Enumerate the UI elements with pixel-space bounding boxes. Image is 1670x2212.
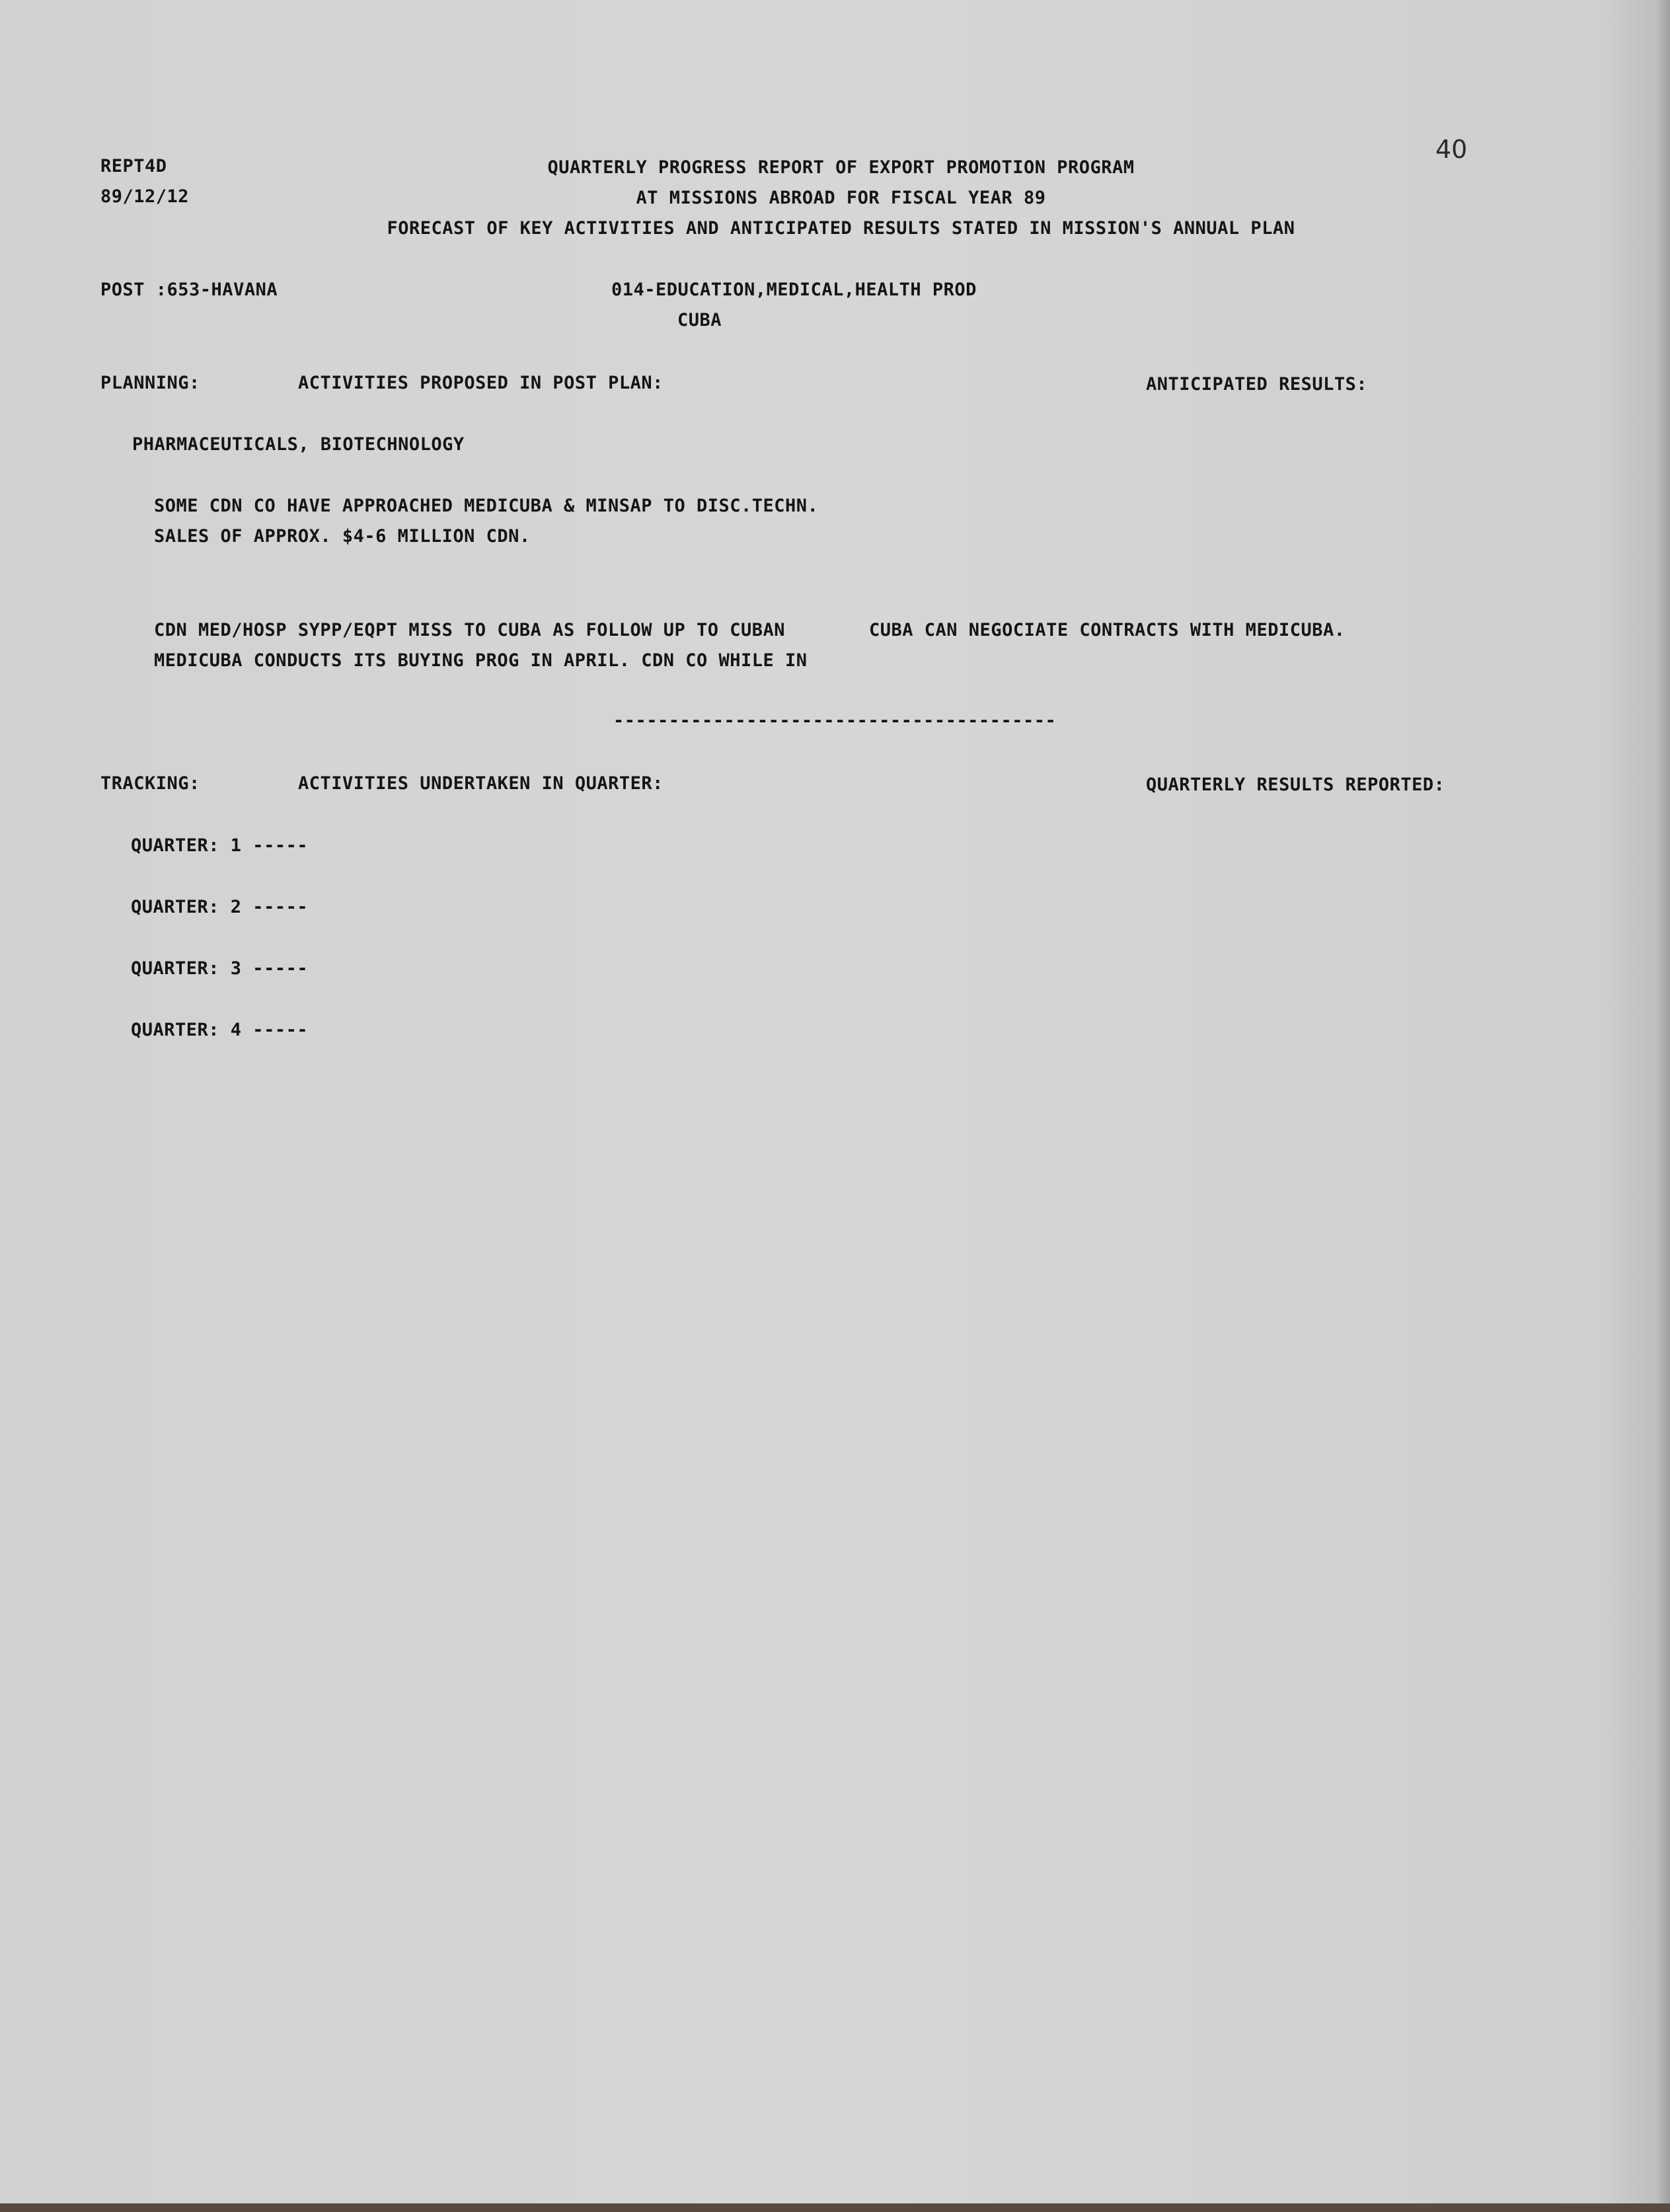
planning-activities-header: ACTIVITIES PROPOSED IN POST PLAN: bbox=[298, 373, 664, 393]
planning-activity-1-line-1: SOME CDN CO HAVE APPROACHED MEDICUBA & MINSAP TO DISC.TECHN. bbox=[154, 496, 819, 516]
planning-subsector: PHARMACEUTICALS, BIOTECHNOLOGY bbox=[132, 434, 465, 455]
quarter-1: QUARTER: 1 ----- bbox=[131, 835, 309, 856]
bottom-edge-strip bbox=[0, 2203, 1670, 2212]
report-id: REPT4D bbox=[100, 156, 167, 176]
planning-activity-2-line-2: MEDICUBA CONDUCTS ITS BUYING PROG IN APRIL. CDN CO WHILE IN bbox=[154, 650, 808, 671]
sector-label: 014-EDUCATION,MEDICAL,HEALTH PROD bbox=[611, 280, 977, 300]
report-date: 89/12/12 bbox=[100, 186, 190, 207]
tracking-label: TRACKING: bbox=[100, 773, 200, 794]
post-label: POST :653-HAVANA bbox=[100, 280, 278, 300]
report-title-line1: QUARTERLY PROGRESS REPORT OF EXPORT PROMOTION PROGRAM bbox=[547, 157, 1135, 178]
section-separator: ---------------------------------------- bbox=[613, 710, 1057, 731]
tracking-activities-header: ACTIVITIES UNDERTAKEN IN QUARTER: bbox=[298, 773, 664, 794]
page-number: 40 bbox=[1435, 135, 1468, 164]
quarter-2: QUARTER: 2 ----- bbox=[131, 897, 309, 917]
planning-label: PLANNING: bbox=[100, 373, 200, 393]
report-title-line3: FORECAST OF KEY ACTIVITIES AND ANTICIPATED RESULTS STATED IN MISSION'S ANNUAL PLAN bbox=[387, 218, 1295, 239]
quarter-4: QUARTER: 4 ----- bbox=[131, 1020, 309, 1040]
quarter-3: QUARTER: 3 ----- bbox=[131, 958, 309, 979]
planning-activity-2-line-1: CDN MED/HOSP SYPP/EQPT MISS TO CUBA AS FOLLOW UP TO CUBAN bbox=[154, 620, 786, 640]
page-edge-shadow bbox=[1655, 0, 1670, 2212]
tracking-results-header: QUARTERLY RESULTS REPORTED: bbox=[1146, 775, 1445, 795]
planning-results-header: ANTICIPATED RESULTS: bbox=[1146, 374, 1368, 395]
country-label: CUBA bbox=[677, 310, 722, 330]
planning-result-2-line-1: CUBA CAN NEGOCIATE CONTRACTS WITH MEDICUBA. bbox=[869, 620, 1346, 640]
planning-activity-1-line-2: SALES OF APPROX. $4-6 MILLION CDN. bbox=[154, 526, 531, 547]
report-title-line2: AT MISSIONS ABROAD FOR FISCAL YEAR 89 bbox=[636, 188, 1046, 208]
